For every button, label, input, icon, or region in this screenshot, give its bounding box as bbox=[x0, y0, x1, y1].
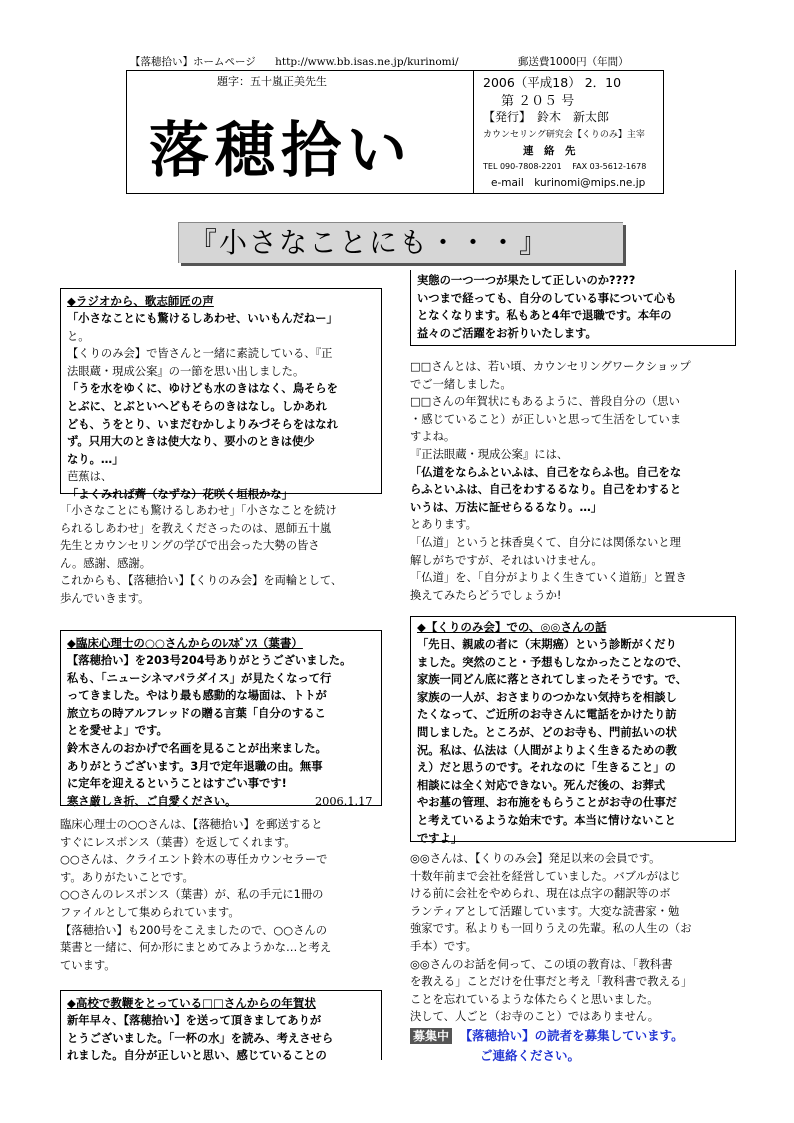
text-line: ことを忘れているような体たらくと思いました。 bbox=[410, 992, 659, 1006]
text-line: ◎◎さんのお話を伺って、この頃の教育は、「教科書 bbox=[410, 957, 673, 971]
text-line: らふといふは、自己をわするるなり。自己をわすると bbox=[410, 483, 682, 497]
text-line: ける前に会社をやめられ、現在は点字の翻訳等のボ bbox=[410, 887, 671, 901]
kurinomi-talk-heading: ◆【くりのみ会】での、◎◎さんの話 bbox=[417, 620, 607, 634]
text-line: とうございました。「一杯の水」を読み、考えさせら bbox=[67, 1031, 334, 1045]
masthead bbox=[126, 70, 664, 194]
text-line: と。 bbox=[67, 329, 90, 343]
text-line: 新年早々、【落穂拾い】を送って頂きましてありが bbox=[67, 1014, 322, 1027]
text-line: と考えているような始末です。本当に情けないこと bbox=[417, 813, 676, 827]
text-line: 家族の一人が、おさまりのつかない気持ちを相談し bbox=[417, 690, 677, 704]
response-card-closing bbox=[67, 793, 381, 811]
text-line: 「うを水をゆくに、ゆけども水のきはなく、鳥そらを bbox=[67, 382, 338, 396]
radio-quote-body bbox=[67, 310, 381, 504]
text-line: となくなります。私もあと4年で退職です。本年の bbox=[417, 309, 672, 323]
response-card-last-line: 寒さ厳しき折、ご自愛ください。 bbox=[67, 794, 237, 808]
text-line: ました。突然のこと・予想もしなかったことなので、 bbox=[417, 655, 688, 669]
text-line: 臨床心理士の○○さんは、【落穂拾い】を郵送すると bbox=[60, 818, 323, 831]
postage-note: 郵送費1000円（年間） bbox=[517, 56, 629, 68]
text-line: たくなって、ご近所のお寺さんに電話をかけたり訪 bbox=[417, 708, 677, 722]
new-year-card-continued-box bbox=[410, 270, 736, 346]
newsletter-logo: 落穂拾い bbox=[149, 116, 413, 186]
text-line: 旅立ちの時アルフレッドの贈る言葉「自分のするこ bbox=[67, 706, 326, 720]
text-line: ファイルとして集められています。 bbox=[60, 905, 240, 919]
text-line: 私も、「ニューシネマパラダイス」が見たくなって行 bbox=[67, 671, 332, 685]
tel-fax: TEL 090-7808-2201 FAX 03-5612-1678 bbox=[483, 162, 647, 171]
text-line: 「先日、親戚の者に（末期癌）という診断がくだり bbox=[417, 638, 677, 651]
article-title: 『小さなことにも・・・』 bbox=[178, 222, 623, 263]
text-line: 相談には全く対応できない。死んだ後の、お葬式 bbox=[417, 778, 666, 792]
text-line: ん。感謝、感謝。 bbox=[60, 556, 152, 570]
text-line: られるしあわせ」を教えくださったのは、恩師五十嵐 bbox=[60, 521, 332, 535]
homepage-label: 【落穂拾い】ホームページ bbox=[130, 56, 256, 68]
right-paragraph-1 bbox=[410, 358, 750, 604]
text-line: やお墓の管理、お布施をもらうことがお寺の仕事だ bbox=[417, 796, 677, 810]
text-line: え）だと思うのです。それなのに「生きること」の bbox=[417, 761, 676, 775]
text-line: 「小さなことにも驚けるしあわせ」「小さなことを続け bbox=[60, 504, 337, 517]
text-line: 【くりのみ会】で皆さんと一緒に素読している、『正 bbox=[67, 347, 333, 361]
text-line: ありがとうございます。3月で定年退職の由。無事 bbox=[67, 759, 323, 773]
text-line: 十数年前まで会社を経営していました。バブルがはじ bbox=[410, 869, 681, 883]
text-line: 法眼蔵・現成公案』の一節を思い出しました。 bbox=[67, 364, 305, 378]
publisher: 【発行】 鈴木 新太郎 bbox=[483, 110, 610, 124]
text-line: 問しました。ところが、どのお寺も、門前払いの状 bbox=[417, 725, 677, 739]
text-line: いつまで経っても、自分のしている事について心も bbox=[417, 291, 677, 305]
text-line: 『正法眼蔵・現成公案』には、 bbox=[410, 447, 569, 461]
text-line: とを愛せよ」です。 bbox=[67, 724, 168, 738]
masthead-divider bbox=[473, 71, 474, 193]
text-line: ○○さんのレスポンス（葉書）が、私の手元に1冊の bbox=[60, 888, 324, 902]
radio-quote-heading: ◆ラジオから、歌志師匠の声 bbox=[67, 294, 214, 308]
calligraphy-credit: 題字：五十嵐正美先生 bbox=[217, 75, 327, 88]
text-line: ・感じていること）が正しいと思って生活をしていま bbox=[410, 412, 682, 426]
text-line: ってきました。やはり最も感動的な場面は、トトが bbox=[67, 689, 327, 703]
new-year-card-body bbox=[67, 1012, 381, 1065]
text-line: ○○さんは、クライエント鈴木の専任カウンセラーで bbox=[60, 853, 328, 867]
text-line: 【落穂拾い】を203号204号ありがとうございました。 bbox=[67, 654, 352, 667]
text-line: を教える」ことだけを仕事だと考え「教科書で教える」 bbox=[410, 975, 693, 989]
reader-recruitment bbox=[410, 1026, 750, 1064]
text-line: 況。私は、仏法は（人間がよりよく生きるための教 bbox=[417, 743, 677, 757]
text-line: 「仏道をならふといふは、自己をならふ也。自己をな bbox=[410, 465, 682, 479]
new-year-card-box bbox=[60, 990, 382, 1063]
text-line: でご一緒しました。 bbox=[410, 377, 512, 391]
recruit-line-1: 【落穂拾い】の読者を募集しています。 bbox=[459, 1028, 684, 1043]
text-line: □□さんの年賀状にもあるように、普段自分の（思い bbox=[410, 395, 680, 409]
radio-quote-box bbox=[60, 288, 382, 501]
text-line: これからも、【落穂拾い】【くりのみ会】を両輪として、 bbox=[60, 574, 343, 588]
text-line: 芭蕉は、 bbox=[67, 470, 113, 484]
text-line: 【落穂拾い】も200号をこえましたので、○○さんの bbox=[60, 923, 327, 937]
new-year-card-heading: ◆高校で教鞭をとっている□□さんからの年賀状 bbox=[67, 996, 316, 1010]
contact-label: 連 絡 先 bbox=[523, 145, 576, 157]
text-line: 強家です。私よりも一回りうえの先輩。私の人生の（お bbox=[410, 922, 692, 936]
text-line: 益々のご活躍をお祈りいたします。 bbox=[417, 326, 597, 340]
text-line: 歩んでいきます。 bbox=[60, 591, 150, 605]
text-line: ず。只用大のときは使大なり、要小のときは使少 bbox=[67, 435, 315, 449]
organization: カウンセリング研究会【くりのみ】主宰 bbox=[483, 130, 645, 140]
kurinomi-talk-box bbox=[410, 616, 736, 845]
text-line: すぐにレスポンス（葉書）を返してくれます。 bbox=[60, 835, 296, 849]
text-line: すよね。 bbox=[410, 430, 456, 444]
kurinomi-talk-body bbox=[417, 636, 735, 847]
text-line: ◎◎さんは、【くりのみ会】発足以来の会員です。 bbox=[410, 852, 661, 865]
text-line: とあります。 bbox=[410, 518, 477, 532]
homepage-url[interactable]: http://www.bb.isas.ne.jp/kurinomi/ bbox=[275, 56, 459, 68]
text-line: なり。…」 bbox=[67, 452, 124, 466]
text-line: 実態の一つ一つが果たして正しいのか???? bbox=[417, 274, 636, 287]
text-line: 先生とカウンセリングの学びで出会った大勢の皆さ bbox=[60, 539, 320, 553]
new-year-card-continued-body bbox=[417, 272, 735, 342]
text-line: す。ありがたいことです。 bbox=[60, 870, 194, 884]
text-line: 「よくみれば薺（なずな）花咲く垣根かな」 bbox=[67, 487, 293, 501]
text-line: 決して、人ごと（お寺のこと）ではありません。 bbox=[410, 1010, 659, 1024]
text-line: ています。 bbox=[60, 958, 116, 972]
recruiting-badge: 募集中 bbox=[410, 1028, 452, 1044]
text-line: 手本）です。 bbox=[410, 939, 477, 953]
issue-date: 2006（平成18） 2．10 bbox=[483, 75, 622, 90]
text-line: 葉書と一緒に、何か形にまとめてみようかな…と考え bbox=[60, 941, 332, 955]
recruit-line-2: ご連絡ください。 bbox=[480, 1048, 581, 1063]
text-line: ども、うをとり、いまだむかしよりみづそらをはなれ bbox=[67, 417, 338, 431]
issue-number: 第 ２０５ 号 bbox=[501, 94, 575, 109]
text-line: に定年を迎えるということはすごい事です! bbox=[67, 777, 287, 791]
text-line: ランティアとして活躍しています。大変な読書家・勉 bbox=[410, 904, 680, 918]
email[interactable]: e-mail kurinomi@mips.ne.jp bbox=[491, 177, 646, 189]
text-line: 「小さなことにも驚けるしあわせ、いいもんだねー」 bbox=[67, 312, 338, 325]
response-card-body bbox=[67, 652, 381, 793]
right-paragraph-2 bbox=[410, 850, 750, 1026]
text-line: 「仏道」を、「自分がよりよく生きていく道筋」と置き bbox=[410, 571, 687, 585]
text-line: ですよ」 bbox=[417, 831, 463, 845]
top-info-line bbox=[130, 54, 670, 69]
text-line: 換えてみたらどうでしょうか! bbox=[410, 588, 562, 602]
response-card-box bbox=[60, 630, 382, 806]
left-paragraph-1 bbox=[60, 502, 390, 608]
text-line: とぶに、とぶといへどもそらのきはなし。しかあれ bbox=[67, 399, 327, 413]
text-line: 家族一同どん底に落とされてしまったそうです。で、 bbox=[417, 673, 687, 687]
text-line: □□さんとは、若い頃、カウンセリングワークショップ bbox=[410, 360, 691, 373]
text-line: 解しがちですが、それはいけません。 bbox=[410, 553, 603, 567]
response-card-date: 2006.1.17 bbox=[315, 794, 373, 808]
text-line: いうは、万法に証せらるるなり。…」 bbox=[410, 500, 603, 514]
left-paragraph-2 bbox=[60, 816, 390, 974]
response-card-heading: ◆臨床心理士の○○さんからのﾚｽﾎﾟﾝｽ（葉書） bbox=[67, 636, 303, 650]
text-line: れました。自分が正しいと思い、感じていることの bbox=[67, 1049, 327, 1063]
text-line: 鈴木さんのおかげで名画を見ることが出来ました。 bbox=[67, 741, 327, 755]
text-line: 「仏道」というと抹香臭くて、自分には関係ないと理 bbox=[410, 535, 681, 549]
